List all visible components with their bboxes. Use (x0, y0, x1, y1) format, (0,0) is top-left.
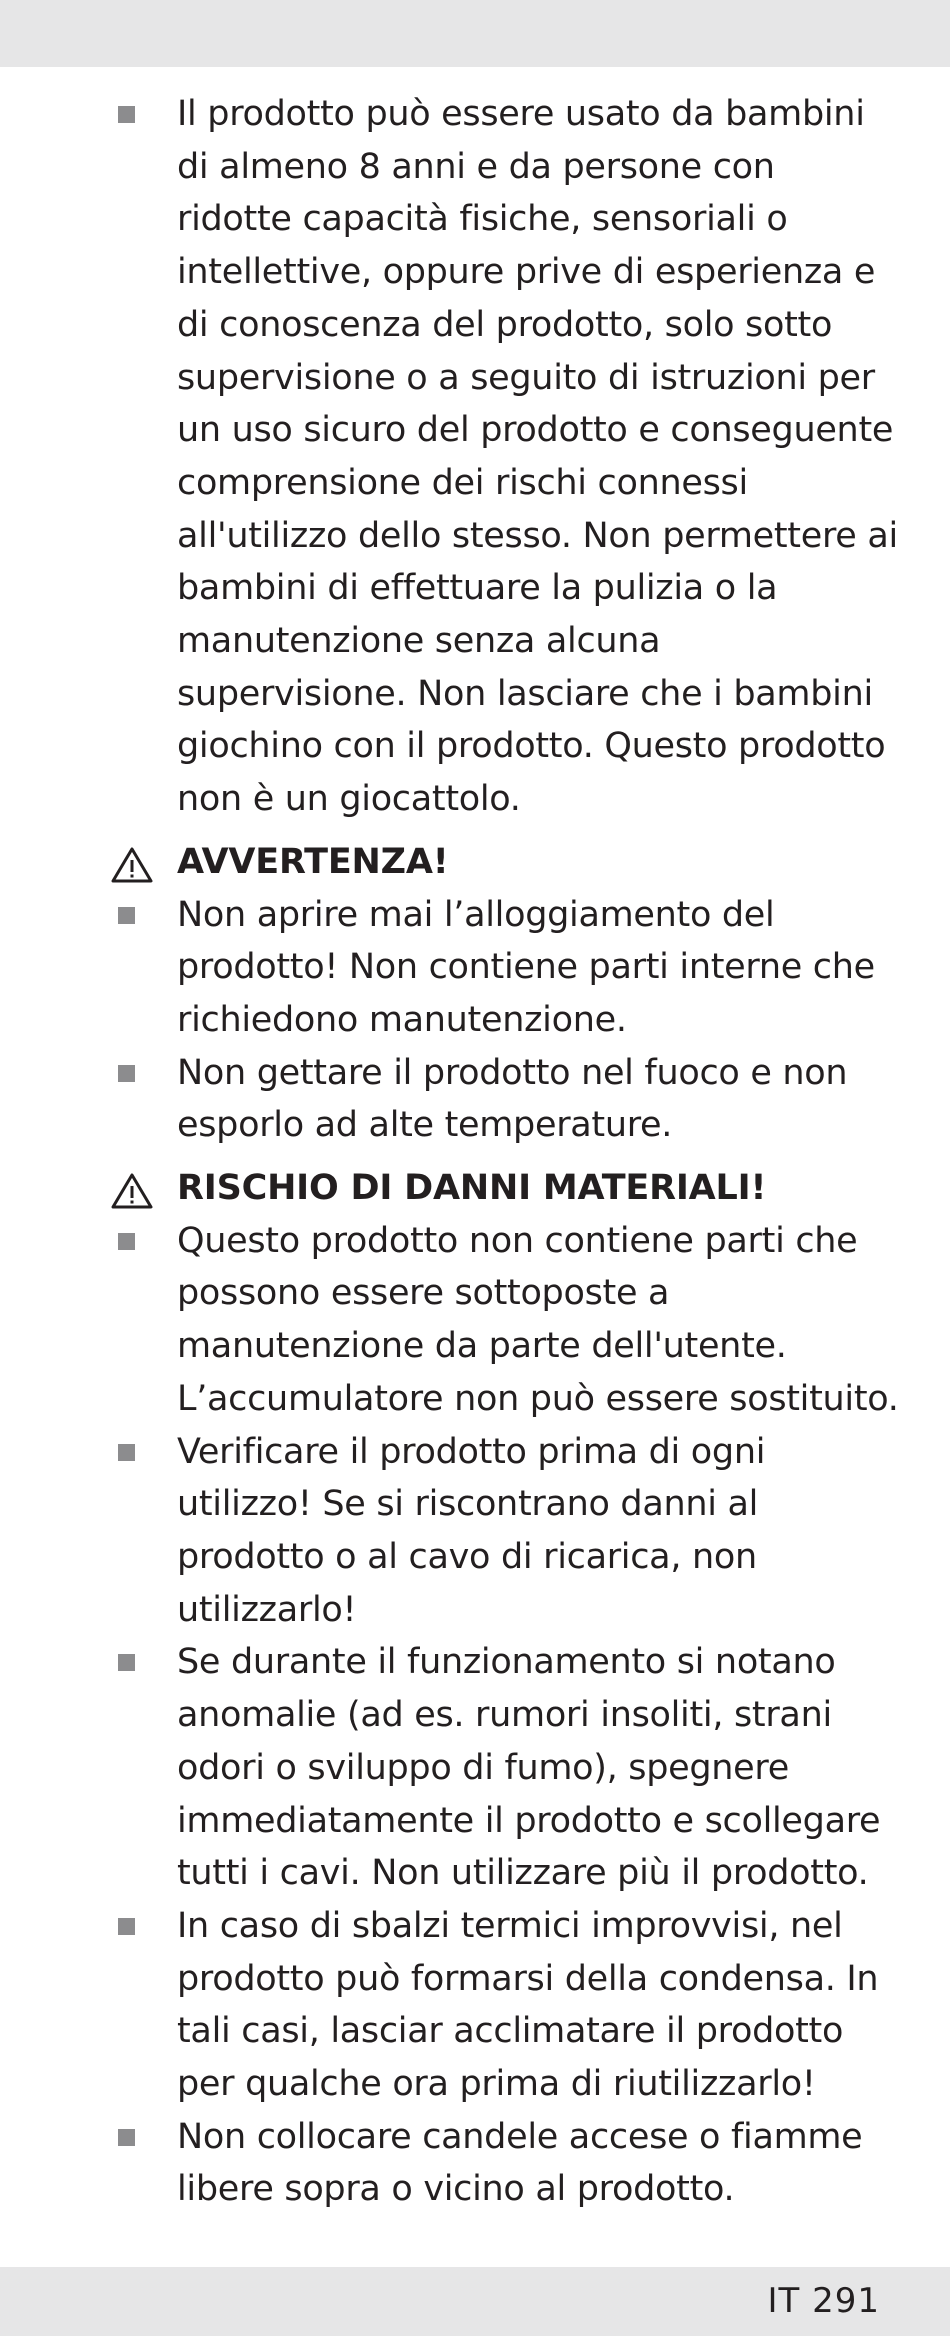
list-item (110, 1426, 900, 1637)
list-item (110, 889, 900, 1047)
square-bullet-icon (118, 1444, 135, 1461)
square-bullet-icon (118, 1918, 135, 1935)
list-item-text: Verificare il prodotto prima di ogni utilizzo! Se si riscontrano danni al prodotto o al cavo di ricarica, non utilizzarlo! (177, 1431, 766, 1630)
warning-triangle-icon (110, 1172, 154, 1210)
list-item-text: Il prodotto può essere usato da bambini di almeno 8 anni e da persone con ridotte capacità fisiche, sensoriali o intellettive, oppure prive di esperienza e di conoscenza del prodotto, solo sotto supervisione o a seguito di istruzioni per un uso sicuro del prodotto e conseguente comprensione dei rischi connessi all'utilizzo dello stesso. Non permettere ai bambini di effettuare la pulizia o la manutenzione senza alcuna supervisione. Non lasciare che i bambini giochino con il prodotto. Questo prodotto non è un giocattolo. (177, 94, 898, 820)
material-damage-heading (110, 1162, 900, 1215)
page-content (110, 88, 900, 2216)
header-band (0, 0, 950, 67)
square-bullet-icon (118, 106, 135, 123)
list-item-text: Non gettare il prodotto nel fuoco e non esporlo ad alte temperature. (177, 1052, 848, 1146)
material-damage-heading-text: RISCHIO DI DANNI MATERIALI! (177, 1168, 767, 1209)
page-number: IT 291 (767, 2281, 880, 2321)
square-bullet-icon (118, 2129, 135, 2146)
list-item-text: Questo prodotto non contiene parti che possono essere sottoposte a manutenzione da parte dell'utente. L’accumulatore non può essere sostituito. (177, 1220, 899, 1419)
list-item-text: Non aprire mai l’alloggiamento del prodotto! Non contiene parti interne che richiedono manutenzione. (177, 894, 875, 1040)
warning-heading (110, 836, 900, 889)
list-item-text: Se durante il funzionamento si notano anomalie (ad es. rumori insoliti, strani odori o sviluppo di fumo), spegnere immediatamente il prodotto e scollegare tutti i cavi. Non utilizzare più il prodotto. (177, 1642, 881, 1894)
list-item-text: Non collocare candele accese o fiamme libere sopra o vicino al prodotto. (177, 2116, 863, 2210)
square-bullet-icon (118, 907, 135, 924)
warning-triangle-icon (110, 846, 154, 884)
square-bullet-icon (118, 1233, 135, 1250)
warning-heading-text: AVVERTENZA! (177, 841, 449, 882)
list-item (110, 88, 900, 826)
list-item (110, 1215, 900, 1426)
list-item (110, 1047, 900, 1152)
list-item (110, 2111, 900, 2216)
list-item (110, 1900, 900, 2111)
square-bullet-icon (118, 1065, 135, 1082)
list-item-text: In caso di sbalzi termici improvvisi, nel prodotto può formarsi della condensa. In tali casi, lasciar acclimatare il prodotto per qualche ora prima di riutilizzarlo! (177, 1905, 879, 2105)
square-bullet-icon (118, 1654, 135, 1671)
list-item (110, 1636, 900, 1900)
